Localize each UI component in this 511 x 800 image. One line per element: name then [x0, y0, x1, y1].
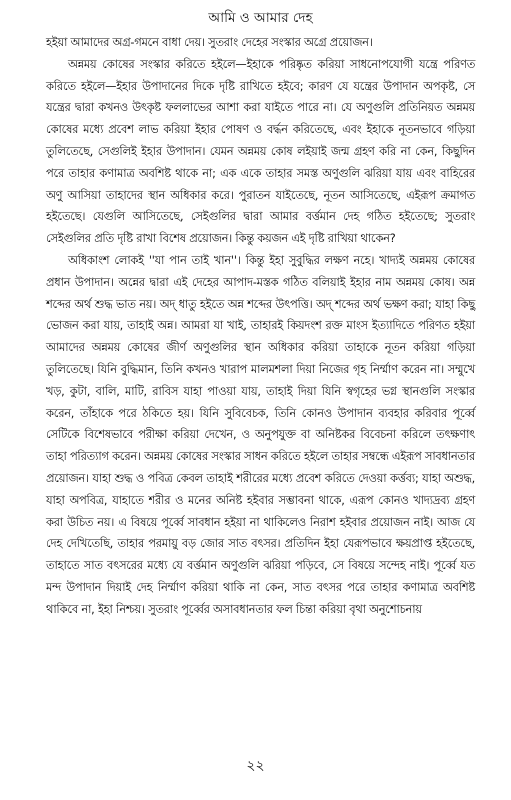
page-number: ২২: [246, 758, 265, 774]
paragraph-1: হইয়া আমাদের অগ্র-গমনে বাধা দেয়। সুতরাং দেহের সংস্কার অগ্রে প্রয়োজন।: [46, 36, 373, 49]
page-body: [46, 32, 475, 621]
paragraph-2: অন্নময় কোষের সংস্কার করিতে হইলে—ইহাকে পরিষ্কৃত করিয়া সাধনোপযোগী যন্ত্রে পরিণত করিতে হইলে—ইহার উপাদানের দিকে দৃষ্টি রাখিতে হইবে; কারণ যে যন্ত্রের উপাদান অপকৃষ্ট, সে যন্ত্রের দ্বারা কখনও উৎকৃষ্ট ফললাভের আশা করা যাইতে পারে না। যে অণুগুলি প্রতিনিয়ত অন্নময় কোষের মধ্যে প্রবেশ লাভ করিয়া ইহার পোষণ ও বর্দ্ধন করিতেছে, এবং ইহাকে নূতনভাবে গড়িয়া তুলিতেছে, সেগুলিই ইহার উপাদান। যেমন অন্নময় কোষ লইয়াই জন্ম গ্রহণ করি না কেন, কিছুদিন পরে তাহার কণামাত্র অবশিষ্ট থাকে না; এক একে তাহার সমস্ত অণুগুলি ঝরিয়া যায় এবং বাহিরের অণু আসিয়া তাহাদের স্থান অধিকার করে। পুরাতন যাইতেছে, নূতন আসিতেছে, এইরূপ ক্রমাগত হইতেছে। যেগুলি আসিতেছে, সেইগুলির দ্বারা আমার বর্ত্তমান দেহ গঠিত হইতেছে; সুতরাং সেইগুলির প্রতি দৃষ্টি রাখা বিশেষ প্রয়োজন। কিন্তু কয়জন এই দৃষ্টি রাখিয়া থাকেন?: [46, 57, 475, 246]
paragraph-3: অধিকাংশ লোকই ''যা পান তাই খান''। কিন্তু ইহা সুবুদ্ধির লক্ষণ নহে। খাদ্যই অন্নময় কোষের প্রধান উপাদান। অন্নের দ্বারা এই দেহের আপাদ-মস্তক গঠিত বলিয়াই ইহার নাম অন্নময় কোষ। অন্ন শব্দের অর্থ শুদ্ধ ভাত নয়। অদ্ ধাতু হইতে অন্ন শব্দের উৎপত্তি। অদ্ শব্দের অর্থ ভক্ষণ করা; যাহা কিছু ভোজন করা যায়, তাহাই অন্ন। আমরা যা খাই, তাহারই কিয়দংশ রক্ত মাংস ইত্যাদিতে পরিণত হইয়া আমাদের অন্নময় কোষের জীর্ণ অণুগুলির স্থান অধিকার করিয়া তাহাকে নূতন করিয়া গড়িয়া তুলিতেছে। যিনি বুদ্ধিমান, তিনি কখনও খারাপ মালমশলা দিয়া নিজের গৃহ নির্ম্মাণ করেন না। সম্মুখে খড়, কুটা, বালি, মাটি, রাবিস যাহা পাওয়া যায়, তাহাই দিয়া যিনি স্বগৃহের ভগ্ন স্থানগুলি সংস্কার করেন, তাঁহাকে পরে ঠকিতে হয়। যিনি সুবিবেচক, তিনি কোনও উপাদান ব্যবহার করিবার পূর্ব্বে সেটিকে বিশেষভাবে পরীক্ষা করিয়া দেখেন, ও অনুপযুক্ত বা অনিষ্টকর বিবেচনা করিলে তৎক্ষণাৎ তাহা পরিত্যাগ করেন। অন্নময় কোষের সংস্কার সাধন করিতে হইলে তাহার সম্বন্ধে এইরূপ সাবধানতার প্রয়োজন। যাহা শুদ্ধ ও পবিত্র কেবল তাহাই শরীরের মধ্যে প্রবেশ করিতে দেওয়া কর্ত্তব্য; যাহা অশুদ্ধ, যাহা অপবিত্র, যাহাতে শরীর ও মনের অনিষ্ট হইবার সম্ভাবনা থাকে, এরূপ কোনও খাদ্যদ্রব্য গ্রহণ করা উচিত নয়। এ বিষয়ে পূর্ব্বে সাবধান হইয়া না থাকিলেও নিরাশ হইবার প্রয়োজন নাই। আজ যে দেহ দেখিতেছি, তাহার পরমায়ু বড় জোর সাত বৎসর। প্রতিদিন ইহা যেরূপভাবে ক্ষয়প্রাপ্ত হইতেছে, তাহাতে সাত বৎসরের মধ্যে যে বর্ত্তমান অণুগুলি ঝরিয়া পড়িবে, সে বিষয়ে সন্দেহ নাই। পূর্ব্বে যত মন্দ উপাদান দিয়াই দেহ নির্ম্মাণ করিয়া থাকি না কেন, সাত বৎসর পরে তাহার কণামাত্র অবশিষ্ট থাকিবে না, ইহা নিশ্চয়। সুতরাং পূর্ব্বের অসাবধানতার ফল চিন্তা করিয়া বৃথা অনুশোচনায়: [46, 253, 475, 616]
running-header: আমি ও আমার দেহ: [208, 10, 313, 26]
